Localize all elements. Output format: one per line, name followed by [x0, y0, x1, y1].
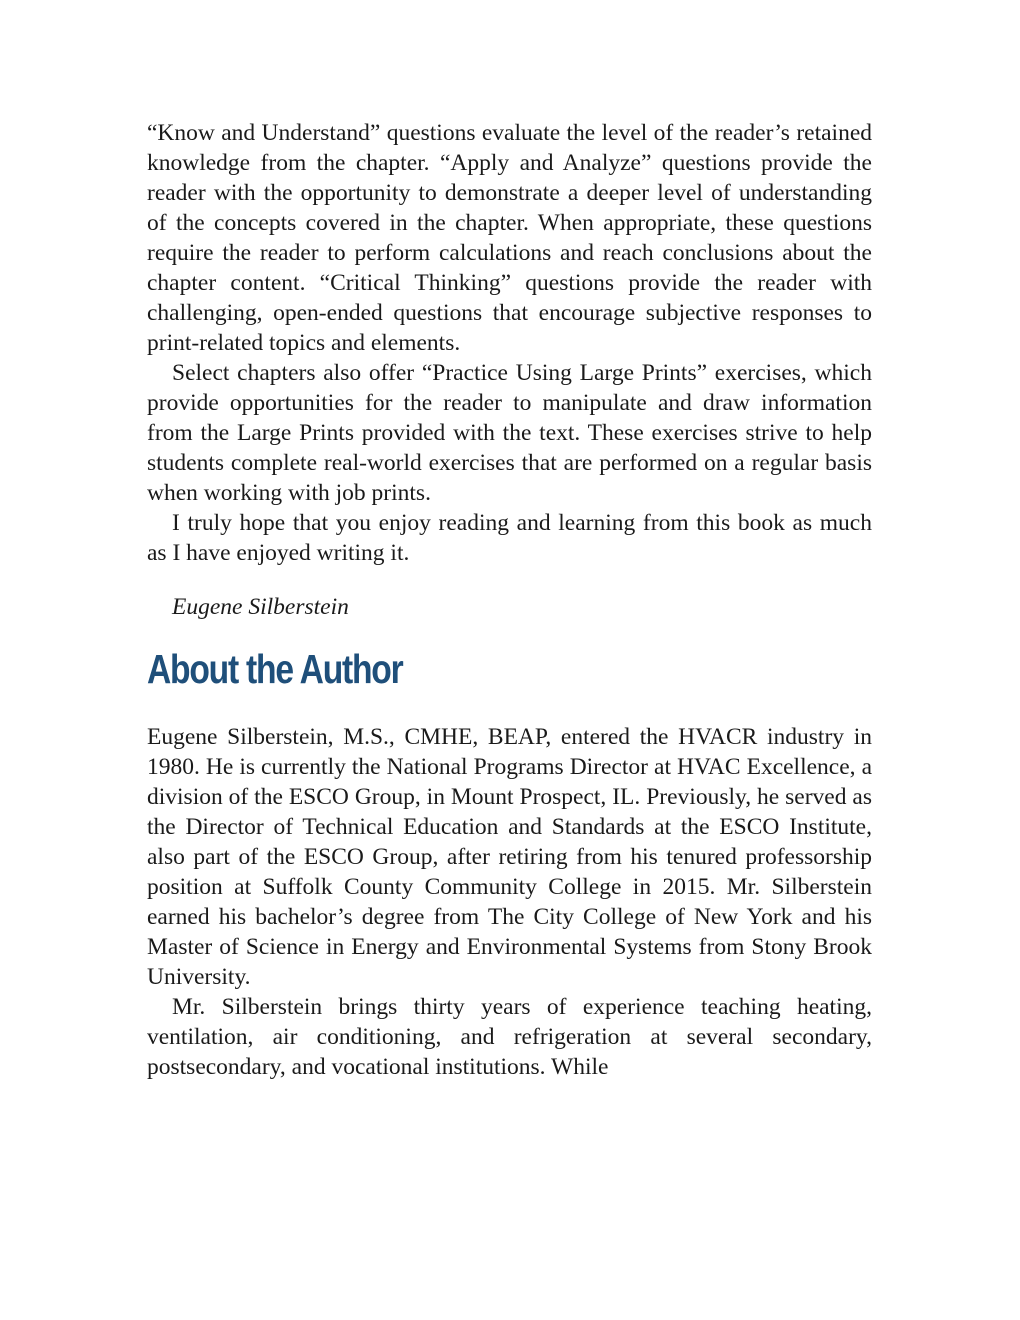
- book-page: [147, 118, 872, 1082]
- heading-spacer: [147, 694, 872, 722]
- author-signature: Eugene Silberstein: [172, 594, 349, 620]
- author-bio-paragraph-2: Mr. Silberstein brings thirty years of experience teaching heating, ventilation, air conditioning, and refrigeration at several secondary, postsecondary, and vocational institutions. While: [147, 994, 872, 1080]
- preface-paragraph-2: Select chapters also offer “Practice Using Large Prints” exercises, which provide opportunities for the reader to manipulate and draw information from the Large Prints provided with the text. These exercises strive to help students complete real-world exercises that are performed on a regular basis when working with job prints.: [147, 360, 872, 506]
- author-bio-paragraph-1: Eugene Silberstein, M.S., CMHE, BEAP, entered the HVACR industry in 1980. He is currently the National Programs Director at HVAC Excellence, a division of the ESCO Group, in Mount Prospect, IL. Previously, he served as the Director of Technical Education and Standards at the ESCO Institute, also part of the ESCO Group, after retiring from his tenured professorship position at Suffolk County Community College in 2015. Mr. Silberstein earned his bachelor’s degree from The City College of New York and his Master of Science in Energy and Environmental Systems from Stony Brook University.: [147, 724, 872, 990]
- preface-paragraph-3: I truly hope that you enjoy reading and learning from this book as much as I have enjoyed writing it.: [147, 510, 872, 566]
- section-heading-about-author: About the Author: [147, 646, 403, 692]
- preface-paragraph-1: “Know and Understand” questions evaluate the level of the reader’s retained knowledge from the chapter. “Apply and Analyze” questions provide the reader with the opportunity to demonstrate a deeper level of understanding of the concepts covered in the chapter. When appropriate, these questions require the reader to perform calculations and reach conclusions about the chapter content. “Critical Thinking” questions provide the reader with challenging, open-ended questions that encourage subjective responses to print-related topics and elements.: [147, 120, 872, 356]
